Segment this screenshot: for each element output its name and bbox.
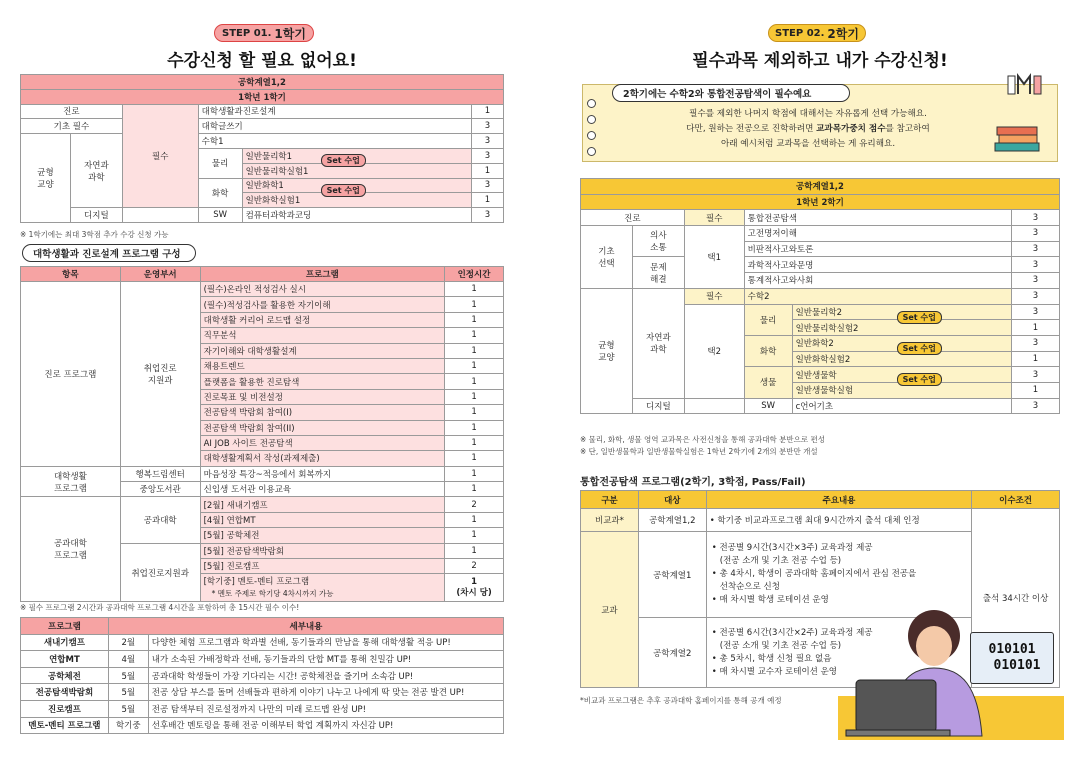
s1-course: 일반화학실험1 [242,193,471,208]
int-kind: 교과 [581,532,639,688]
s1-natsci: 자연과 과학 [70,134,122,208]
s2-credit: 3 [1012,226,1060,242]
program-name: (필수)온라인 적성검사 실시 [200,282,444,297]
binary-screen [970,632,1054,684]
program-category: 공과대학 프로그램 [21,497,121,602]
program-name: 대학생활계획서 작성(과제제출) [200,451,444,466]
s2-empty [684,398,744,414]
program-name: [4월] 연합MT [200,512,444,527]
program-name: 전공탐색 박람회 참여(I) [200,405,444,420]
s2-problem: 문제 해결 [632,257,684,288]
int-h-content: 주요내용 [706,491,971,509]
notebook-ring [587,147,596,156]
program-name: 마음성장 특강~적응에서 회복까지 [200,466,444,481]
program-name: 신입생 도서관 이용교육 [200,482,444,497]
mentor-hours-unit: (차시 당) [456,587,492,598]
s2-course [792,304,1011,320]
step1-headline: 수강신청 할 필요 없어요! [167,51,357,71]
program-category: 대학생활 프로그램 [21,466,121,497]
program-hours: 2 [445,559,504,574]
s2-credit: 1 [1012,351,1060,367]
notebook-line1: 필수를 제외한 나머지 학점에 대해서는 자유롭게 선택 가능해요. [689,109,927,119]
detail-row [21,651,504,668]
integrated-line: • 매 차시별 교수자 로테이션 운영 [711,666,838,677]
s2-credit: 3 [1012,210,1060,226]
program-name: 자기이해와 대학생활설계 [200,343,444,358]
program-hours: 1 [445,512,504,527]
program-name: (필수)적성검사를 활용한 자기이해 [200,297,444,312]
step2-badge-prefix: STEP 02. [775,27,825,39]
s1-header2: 1학년 1학기 [21,89,504,104]
integrated-line: (전공 소개 및 기초 전공 수업 등) [719,556,842,566]
s1-credit: 3 [472,134,504,149]
program-hours: 1 [445,543,504,558]
s2-course: 일반화학실험2 [792,351,1011,367]
s1-liberal: 균형 교양 [21,134,71,223]
s2-chemistry: 화학 [744,335,792,366]
program-hours [445,574,504,602]
detail-row [21,634,504,651]
detail-desc: 전공 상담 부스를 돌며 선배들과 편하게 이야기 나누고 나에게 딱 맞는 전공 발견 UP! [148,684,503,701]
detail-month: 5월 [108,700,148,717]
integrated-line: (전공 소개 및 기초 전공 수업 등) [719,640,842,651]
s2-liberal: 균형 교양 [581,288,633,414]
program-note: ※ 필수 프로그램 2시간과 공과대학 프로그램 4시간을 포함하여 총 15시간 필수 이수! [20,603,300,612]
s1-course [242,148,471,163]
detail-desc: 전공 탐색부터 진로설정까지 나만의 미래 로드맵 완성 UP! [148,700,503,717]
detail-h-program: 프로그램 [21,618,109,635]
program-dept: 취업진로지원과 [120,543,200,602]
integrated-line: • 총 4차시, 학생이 공과대학 홈페이지에서 관심 전공을 [711,569,917,579]
program-category: 진로 프로그램 [21,282,121,467]
s2-required: 필수 [684,210,744,226]
detail-program: 멘토-멘티 프로그램 [21,717,109,734]
s1-course-name: 일반물리학1 [245,151,293,162]
program-hours: 1 [445,482,504,497]
notebook-line3: 아래 예시처럼 교과목을 선택하는 게 유리해요. [720,139,896,149]
step1-badge-term: 1학기 [274,26,306,41]
program-name: [5월] 진로캠프 [200,559,444,574]
program-hours: 1 [445,374,504,389]
s2-course: 일반물리학실험2 [792,320,1011,336]
integrated-line: • 전공별 9시간(3시간×3주) 교육과정 제공 [711,543,873,553]
int-target: 공학계열2 [638,618,706,688]
int-h-condition: 이수조건 [972,491,1060,509]
mentor-subnote: * 멘토 주제로 학기당 4차시까지 가능 [211,588,334,598]
s2-natsci: 자연과 과학 [632,288,684,398]
s2-note2: ※ 단, 일반생물학과 일반생물학실험은 1학년 2학기에 2개의 분반만 개설 [580,447,818,456]
notebook-text [613,107,1003,152]
prog-h-dept: 운영부서 [120,267,200,282]
s2-credit: 1 [1012,382,1060,398]
detail-month: 2월 [108,634,148,651]
int-kind: 비교과* [581,509,639,532]
program-title: 대학생활과 진로설계 프로그램 구성 [22,244,196,262]
s2-course: 고전명저이해 [744,226,1011,242]
int-h-kind: 구분 [581,491,639,509]
program-dept: 행복드림센터 [120,466,200,481]
s1-basic-required: 기초 필수 [21,119,123,134]
integrated-line: • 전공별 6시간(3시간×2주) 교육과정 제공 [711,627,873,638]
int-content: • 학기중 비교과프로그램 최대 9시간까지 출석 대체 인정 [706,509,971,532]
integrated-line: • 총 5차시, 학생 신청 필요 없음 [711,653,832,664]
binary-line: 010101 [993,658,1041,673]
s2-credit: 3 [1012,398,1060,414]
s2-course-name: 일반화학2 [795,339,834,350]
detail-month: 학기중 [108,717,148,734]
program-name: 대학생활 커리어 로드맵 설정 [200,312,444,327]
detail-desc: 공과대학 학생들이 가장 기다리는 시간! 공학체전을 즐기며 소속감 UP! [148,667,503,684]
detail-program: 공학체전 [21,667,109,684]
detail-program: 연합MT [21,651,109,668]
s2-course: 일반생물학실험 [792,382,1011,398]
semester1-course-table [20,74,504,223]
program-name: 진로목표 및 비전설정 [200,389,444,404]
integrated-line: 선착순으로 신청 [719,582,780,592]
s1-credit: 3 [472,208,504,223]
program-row [21,282,504,297]
program-name: 플랫폼을 활용한 진로탐색 [200,374,444,389]
detail-table [20,617,504,734]
s2-header2: 1학년 2학기 [581,194,1060,210]
s2-credit: 3 [1012,273,1060,289]
s1-credit: 3 [472,119,504,134]
s2-biology: 생물 [744,367,792,398]
step2-headline: 필수과목 제외하고 내가 수강신청! [692,51,948,71]
s2-set-badge-biology: Set 수업 [897,373,942,386]
program-hours: 1 [445,282,504,297]
program-hours: 1 [445,435,504,450]
detail-desc: 선후배간 멘토링을 통해 전공 이해부터 학업 계획까지 자신감 UP! [148,717,503,734]
detail-month: 5월 [108,667,148,684]
program-hours: 1 [445,405,504,420]
notebook-ring [587,131,596,140]
s1-course [242,178,471,193]
s1-required: 필수 [122,104,198,208]
s2-credit: 3 [1012,335,1060,351]
program-dept: 취업진로 지원과 [120,282,200,467]
s1-physics: 물리 [198,148,242,178]
detail-row [21,717,504,734]
int-condition: 출석 34시간 이상 [972,509,1060,688]
integrated-title: 통합전공탐색 프로그램(2학기, 3학점, Pass/Fail) [580,477,806,488]
binary-text [971,642,1053,674]
notebook-tag: 2학기에는 수학2와 통합전공탐색이 필수예요 [612,84,850,102]
s1-digital: 디지털 [70,208,122,223]
program-name: AI JOB 사이트 전공탐색 [200,435,444,450]
s2-course: 수학2 [744,288,1011,304]
s2-credit: 3 [1012,241,1060,257]
step2-badge [768,24,866,42]
program-hours: 1 [445,420,504,435]
program-hours: 1 [445,389,504,404]
s2-course: 통계적사고와사회 [744,273,1011,289]
face-shape [916,626,952,666]
program-name: 채용트렌드 [200,358,444,373]
s1-course: 수학1 [198,134,471,149]
int-content [706,532,971,618]
s2-course: 통합전공탐색 [744,210,1011,226]
s1-course: 컴퓨터과학과코딩 [242,208,471,223]
detail-program: 진로캠프 [21,700,109,717]
detail-row [21,684,504,701]
mentor-hours: 1 [471,576,477,587]
detail-month: 5월 [108,684,148,701]
s2-elective1: 택1 [684,226,744,289]
program-row [21,497,504,512]
program-hours: 1 [445,466,504,481]
s1-chemistry: 화학 [198,178,242,208]
prog-h-item: 항목 [21,267,121,282]
binary-line: 010101 [988,642,1036,657]
program-dept: 공과대학 [120,497,200,543]
notebook-ring [587,99,596,108]
s1-sw: SW [198,208,242,223]
program-hours: 1 [445,312,504,327]
detail-month: 4월 [108,651,148,668]
s2-sw: SW [744,398,792,414]
s1-required-empty [122,208,198,223]
program-name: 전공탐색 박람회 참여(II) [200,420,444,435]
s2-note1: ※ 물리, 화학, 생물 영역 교과목은 사전신청을 통해 공과대학 분반으로 편성 [580,435,825,444]
program-name: [2월] 새내기캠프 [200,497,444,512]
program-hours: 1 [445,343,504,358]
s2-course-name: 일반생물학 [795,370,837,381]
program-name: [5월] 공학체전 [200,528,444,543]
detail-desc: 다양한 체험 프로그램과 학과별 선배, 동기들과의 만남을 통해 대학생활 적응 UP! [148,634,503,651]
prog-h-program: 프로그램 [200,267,444,282]
s1-course-name: 일반화학1 [245,181,284,192]
int-target: 공학계열1,2 [638,509,706,532]
notebook-ring [587,115,596,124]
mentor-program: [학기중] 멘토-멘티 프로그램 [203,576,310,587]
s2-course: 비판적사고와토론 [744,241,1011,257]
program-row [21,466,504,481]
s2-credit: 1 [1012,320,1060,336]
s1-course: 일반물리학실험1 [242,163,471,178]
s2-elective2: 택2 [684,304,744,398]
integrated-line: • 매 차시별 학생 로테이션 운영 [711,595,829,605]
s2-course [792,367,1011,383]
program-table [20,266,504,602]
detail-h-content: 세부내용 [108,618,503,635]
s2-course: 과학적사고와문명 [744,257,1011,273]
s2-comm: 의사 소통 [632,226,684,257]
detail-row [21,667,504,684]
s1-credit: 3 [472,178,504,193]
program-hours: 1 [445,451,504,466]
program-name: [5월] 전공탐색박람회 [200,543,444,558]
program-name: 직무분석 [200,328,444,343]
program-hours: 2 [445,497,504,512]
detail-row [21,700,504,717]
s2-required2: 필수 [684,288,744,304]
laptop-base [846,730,950,736]
s2-credit: 3 [1012,257,1060,273]
program-hours: 1 [445,358,504,373]
notebook-line2: 다만, 원하는 전공으로 진학하려면 교과목가중치 점수를 참고하여 [686,124,930,134]
s2-header1: 공학계열1,2 [581,179,1060,195]
s2-set-badge-physics: Set 수업 [897,311,942,324]
s2-set-badge-chemistry: Set 수업 [897,342,942,355]
s2-course: c언어기초 [792,398,1011,414]
integrated-note: *비교과 프로그램은 추후 공과대학 홈페이지를 통해 공개 예정 [580,696,782,705]
s1-credit: 1 [472,163,504,178]
step1-badge [214,24,314,42]
program-hours: 1 [445,297,504,312]
s2-credit: 3 [1012,304,1060,320]
laptop-shape [856,680,936,732]
s1-credit: 3 [472,148,504,163]
s2-career: 진로 [581,210,685,226]
bookmark-icon [1006,72,1044,96]
int-target: 공학계열1 [638,532,706,618]
detail-desc: 내가 소속된 가배정학과 선배, 동기들과의 단합 MT를 통해 친밀감 UP! [148,651,503,668]
step2-badge-term: 2학기 [827,26,859,41]
s2-credit: 3 [1012,367,1060,383]
s1-credit: 1 [472,193,504,208]
int-h-target: 대상 [638,491,706,509]
s2-physics: 물리 [744,304,792,335]
detail-program: 새내기캠프 [21,634,109,651]
books-icon [993,123,1043,155]
s1-course: 대학생활과진로설계 [198,104,471,119]
s1-course: 대학글쓰기 [198,119,471,134]
s1-note: ※ 1학기에는 최대 3학점 추가 수강 신청 가능 [20,230,169,239]
s2-basic-select: 기초 선택 [581,226,633,289]
s1-credit: 1 [472,104,504,119]
s1-set-badge-chemistry: Set 수업 [321,184,366,197]
program-hours: 1 [445,528,504,543]
program-name [200,574,444,602]
s1-career: 진로 [21,104,123,119]
s2-digital: 디지털 [632,398,684,414]
prog-h-hours: 인정시간 [445,267,504,282]
notebook-highlight: 교과목가중치 점수 [816,124,886,134]
s1-header1: 공학계열1,2 [21,75,504,90]
s2-course [792,335,1011,351]
step1-badge-prefix: STEP 01. [222,27,272,39]
detail-program: 전공탐색박람회 [21,684,109,701]
program-dept: 중앙도서관 [120,482,200,497]
program-hours: 1 [445,328,504,343]
s1-set-badge-physics: Set 수업 [321,154,366,167]
semester2-course-table [580,178,1060,414]
s2-credit: 3 [1012,288,1060,304]
s2-course-name: 일반물리학2 [795,307,843,318]
